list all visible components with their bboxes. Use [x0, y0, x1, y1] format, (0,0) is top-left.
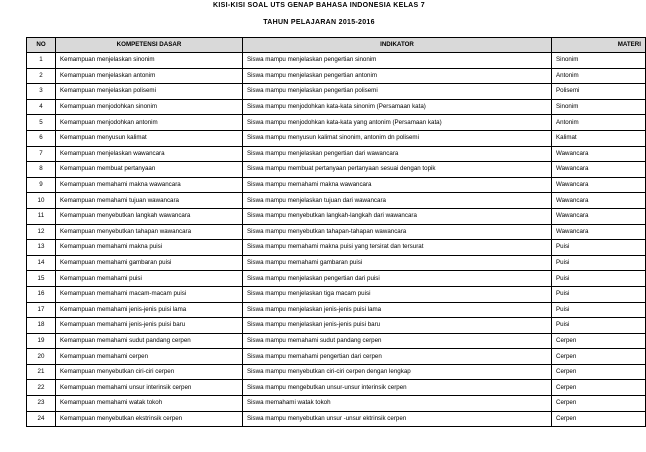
cell-materi: Cerpen: [552, 349, 646, 365]
table-row: [27, 286, 646, 302]
cell-kompetensi: Kemampuan memahami unsur interinsik cerpen: [56, 380, 243, 396]
cell-kompetensi: Kemampuan menjelaskan wawancara: [56, 146, 243, 162]
cell-indikator: Siswa mampu menjelaskan tujuan dari wawancara: [243, 193, 552, 209]
cell-no: 12: [27, 224, 56, 240]
table-row: [27, 411, 646, 427]
table-row: [27, 193, 646, 209]
cell-indikator: Siswa mampu menjelaskan pengertian sinonim: [243, 53, 552, 69]
cell-materi: Cerpen: [552, 333, 646, 349]
cell-materi: Cerpen: [552, 396, 646, 412]
cell-kompetensi: Kemampuan menyebutkan ekstrinsik cerpen: [56, 411, 243, 427]
cell-kompetensi: Kemampuan memahami gambaran puisi: [56, 255, 243, 271]
table-row: [27, 177, 646, 193]
cell-materi: Puisi: [552, 255, 646, 271]
cell-indikator: Siswa mampu menyebutkan unsur -unsur ektrinsik cerpen: [243, 411, 552, 427]
cell-indikator: Siswa mampu menjelaskan jenis-jenis puisi baru: [243, 318, 552, 334]
cell-kompetensi: Kemampuan menyebutkan tahapan wawancara: [56, 224, 243, 240]
cell-no: 4: [27, 99, 56, 115]
cell-materi: Antonim: [552, 68, 646, 84]
table-row: [27, 333, 646, 349]
cell-materi: Cerpen: [552, 380, 646, 396]
cell-materi: Cerpen: [552, 411, 646, 427]
cell-no: 8: [27, 162, 56, 178]
cell-kompetensi: Kemampuan memahami makna puisi: [56, 240, 243, 256]
table-row: [27, 302, 646, 318]
table-row: [27, 396, 646, 412]
cell-kompetensi: Kemampuan memahami watak tokoh: [56, 396, 243, 412]
table-row: [27, 53, 646, 69]
cell-kompetensi: Kemampuan menyebutkan langkah wawancara: [56, 208, 243, 224]
table-row: [27, 224, 646, 240]
cell-no: 2: [27, 68, 56, 84]
cell-no: 22: [27, 380, 56, 396]
table-row: [27, 115, 646, 131]
table-body: [27, 53, 646, 427]
table-row: [27, 84, 646, 100]
cell-materi: Sinonim: [552, 53, 646, 69]
cell-indikator: Siswa mampu menjodohkan kata-kata sinonim (Persamaan kata): [243, 99, 552, 115]
cell-indikator: Siswa mampu menjelaskan pengertian polisemi: [243, 84, 552, 100]
cell-no: 17: [27, 302, 56, 318]
cell-indikator: Siswa mampu memahami sudut pandang cerpen: [243, 333, 552, 349]
table-row: [27, 349, 646, 365]
cell-indikator: Siswa mampu membuat pertanyaan pertanyaan sesuai dengan topik: [243, 162, 552, 178]
cell-no: 3: [27, 84, 56, 100]
cell-indikator: Siswa mampu mengebutkan unsur-unsur interinsik cerpen: [243, 380, 552, 396]
cell-kompetensi: Kemampuan membuat pertanyaan: [56, 162, 243, 178]
cell-indikator: Siswa mampu menjelaskan pengertian dari puisi: [243, 271, 552, 287]
cell-materi: Wawancara: [552, 208, 646, 224]
cell-indikator: Siswa mampu menjelaskan jenis-jenis puisi lama: [243, 302, 552, 318]
table-row: [27, 271, 646, 287]
cell-materi: Puisi: [552, 271, 646, 287]
cell-kompetensi: Kemampuan menjelaskan sinonim: [56, 53, 243, 69]
cell-indikator: Siswa mampu memahami makna wawancara: [243, 177, 552, 193]
cell-no: 13: [27, 240, 56, 256]
document-title: KISI-KISI SOAL UTS GENAP BAHASA INDONESIA KELAS 7: [213, 2, 425, 9]
cell-indikator: Siswa mampu memahami makna puisi yang tersirat dan tersurat: [243, 240, 552, 256]
cell-kompetensi: Kemampuan memahami cerpen: [56, 349, 243, 365]
cell-materi: Wawancara: [552, 193, 646, 209]
cell-materi: Cerpen: [552, 364, 646, 380]
header-materi: MATERI: [552, 38, 646, 53]
cell-kompetensi: Kemampuan menyebutkan ciri-ciri cerpen: [56, 364, 243, 380]
cell-no: 5: [27, 115, 56, 131]
table-row: [27, 255, 646, 271]
cell-materi: Puisi: [552, 240, 646, 256]
cell-indikator: Siswa memahami watak tokoh: [243, 396, 552, 412]
table-row: [27, 364, 646, 380]
cell-indikator: Siswa mampu menyebutkan ciri-ciri cerpen dengan lengkap: [243, 364, 552, 380]
cell-materi: Wawancara: [552, 162, 646, 178]
cell-kompetensi: Kemampuan memahami macam-macam puisi: [56, 286, 243, 302]
cell-kompetensi: Kemampuan memahami puisi: [56, 271, 243, 287]
cell-no: 15: [27, 271, 56, 287]
cell-materi: Wawancara: [552, 224, 646, 240]
cell-indikator: Siswa mampu menyusun kalimat sinonim, antonim dn polisemi: [243, 130, 552, 146]
cell-no: 7: [27, 146, 56, 162]
cell-materi: Wawancara: [552, 146, 646, 162]
table-row: [27, 380, 646, 396]
cell-materi: Polisemi: [552, 84, 646, 100]
cell-no: 6: [27, 130, 56, 146]
cell-indikator: Siswa mampu menjelaskan pengertian dari wawancara: [243, 146, 552, 162]
cell-materi: Puisi: [552, 302, 646, 318]
cell-indikator: Siswa mampu memahami gambaran puisi: [243, 255, 552, 271]
cell-materi: Wawancara: [552, 177, 646, 193]
cell-kompetensi: Kemampuan memahami jenis-jenis puisi baru: [56, 318, 243, 334]
document-subtitle: TAHUN PELAJARAN 2015-2016: [263, 19, 375, 26]
table-row: [27, 162, 646, 178]
header-kompetensi: KOMPETENSI DASAR: [56, 38, 243, 53]
cell-no: 1: [27, 53, 56, 69]
cell-no: 14: [27, 255, 56, 271]
cell-kompetensi: Kemampuan menyusun kalimat: [56, 130, 243, 146]
table-row: [27, 146, 646, 162]
cell-no: 16: [27, 286, 56, 302]
table-row: [27, 240, 646, 256]
cell-no: 20: [27, 349, 56, 365]
cell-indikator: Siswa mampu menjelaskan tiga macam puisi: [243, 286, 552, 302]
cell-materi: Puisi: [552, 318, 646, 334]
cell-kompetensi: Kemampuan memahami sudut pandang cerpen: [56, 333, 243, 349]
table-header-row: [27, 38, 646, 53]
header-no: NO: [27, 38, 56, 53]
cell-no: 19: [27, 333, 56, 349]
table-row: [27, 99, 646, 115]
table-row: [27, 208, 646, 224]
cell-no: 23: [27, 396, 56, 412]
cell-kompetensi: Kemampuan menjodohkan sinonim: [56, 99, 243, 115]
cell-materi: Kalimat: [552, 130, 646, 146]
cell-kompetensi: Kemampuan memahami tujuan wawancara: [56, 193, 243, 209]
cell-kompetensi: Kemampuan memahami makna wawancara: [56, 177, 243, 193]
cell-no: 18: [27, 318, 56, 334]
cell-indikator: Siswa mampu menyebutkan tahapan-tahapan wawancara: [243, 224, 552, 240]
cell-indikator: Siswa mampu menjodohkan kata-kata yang antonim (Persamaan kata): [243, 115, 552, 131]
cell-kompetensi: Kemampuan menjodohkan antonim: [56, 115, 243, 131]
cell-no: 21: [27, 364, 56, 380]
cell-no: 9: [27, 177, 56, 193]
header-indikator: INDIKATOR: [243, 38, 552, 53]
kisi-kisi-table: [26, 37, 646, 427]
cell-no: 11: [27, 208, 56, 224]
cell-no: 10: [27, 193, 56, 209]
cell-materi: Sinonim: [552, 99, 646, 115]
cell-materi: Puisi: [552, 286, 646, 302]
cell-kompetensi: Kemampuan menjelaskan antonim: [56, 68, 243, 84]
cell-kompetensi: Kemampuan memahami jenis-jenis puisi lama: [56, 302, 243, 318]
cell-materi: Antonim: [552, 115, 646, 131]
table-row: [27, 68, 646, 84]
table-row: [27, 130, 646, 146]
cell-indikator: Siswa mampu menyebutkan langkah-langkah dari wawancara: [243, 208, 552, 224]
cell-no: 24: [27, 411, 56, 427]
cell-indikator: Siswa mampu memahami pengertian dari cerpen: [243, 349, 552, 365]
table-row: [27, 318, 646, 334]
cell-indikator: Siswa mampu menjelaskan pengertian antonim: [243, 68, 552, 84]
cell-kompetensi: Kemampuan menjelaskan polisemi: [56, 84, 243, 100]
